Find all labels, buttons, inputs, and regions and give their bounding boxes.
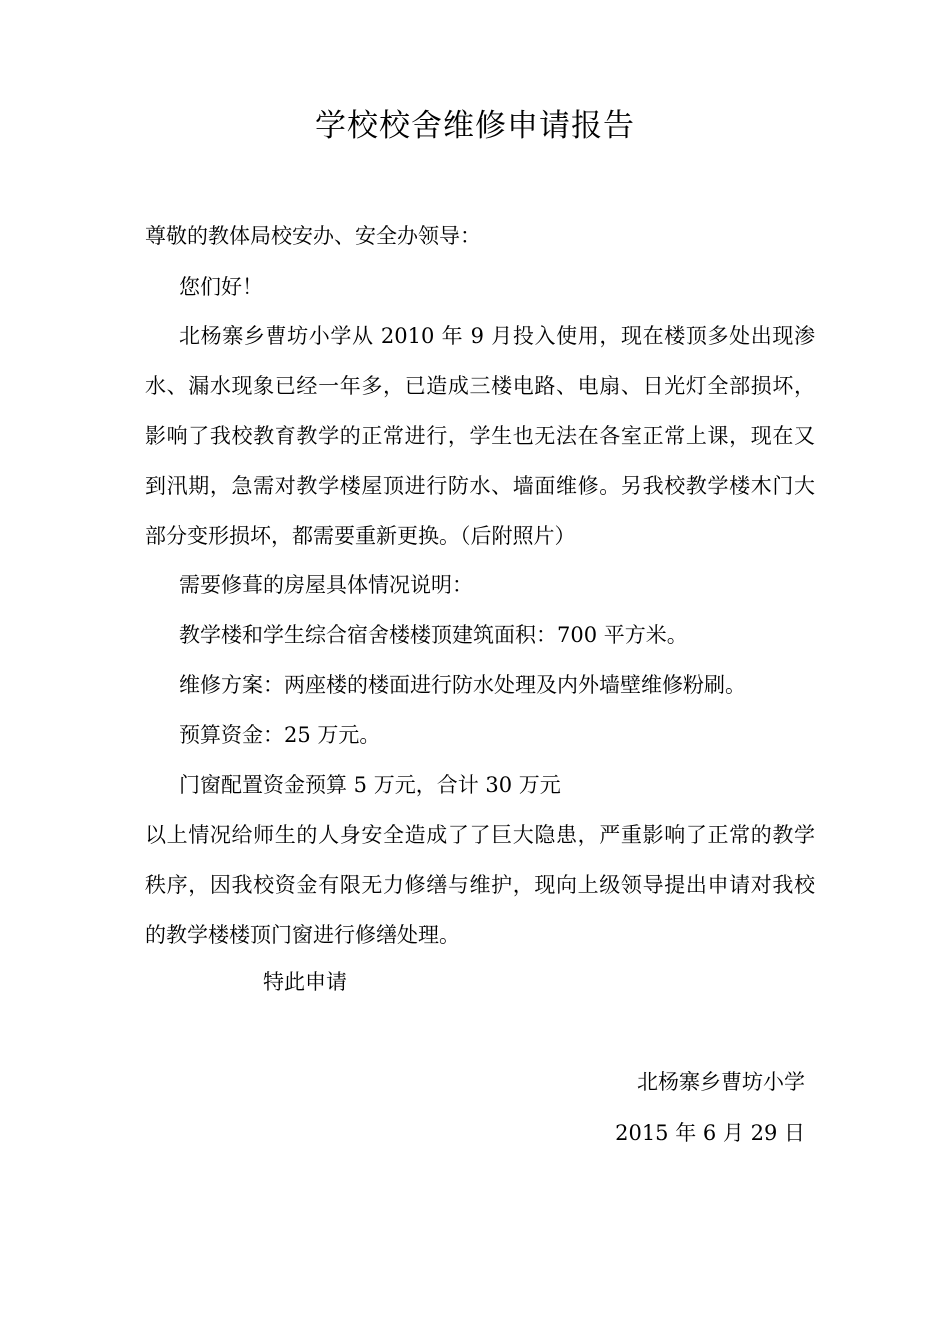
body-paragraph-4: 维修方案：两座楼的楼面进行防水处理及内外墙壁维修粉刷。 — [179, 673, 746, 697]
closing-phrase: 特此申请 — [263, 970, 347, 994]
body-paragraph-3: 教学楼和学生综合宿舍楼楼顶建筑面积：700 平方米。 — [179, 623, 688, 647]
document-date: 2015 年 6 月 29 日 — [615, 1121, 805, 1145]
greeting: 您们好！ — [179, 275, 263, 299]
body-paragraph-1: 北杨寨乡曹坊小学从 2010 年 9 月投入使用，现在楼顶多处出现渗水、漏水现象已经一年多，已造成三楼电路、电扇、日光灯全部损坏，影响了我校教育教学的正常进行，学生也无法在各室正常上课，现在又到汛期，急需对教学楼屋顶进行防水、墙面维修。另我校教学楼木门大部分变形损坏，都需要重新更换。（后附照片） — [145, 324, 815, 548]
body-paragraph-2: 需要修葺的房屋具体情况说明： — [179, 573, 473, 597]
body-paragraph-5: 预算资金：25 万元。 — [179, 723, 381, 747]
body-paragraph-6: 门窗配置资金预算 5 万元，合计 30 万元 — [179, 773, 561, 797]
salutation: 尊敬的教体局校安办、安全办领导： — [145, 224, 481, 248]
signature: 北杨寨乡曹坊小学 — [637, 1070, 805, 1094]
body-paragraph-7: 以上情况给师生的人身安全造成了了巨大隐患，严重影响了正常的教学秩序，因我校资金有限无力修缮与维护，现向上级领导提出申请对我校的教学楼楼顶门窗进行修缮处理。 — [145, 823, 815, 947]
document-title: 学校校舍维修申请报告 — [315, 108, 635, 144]
